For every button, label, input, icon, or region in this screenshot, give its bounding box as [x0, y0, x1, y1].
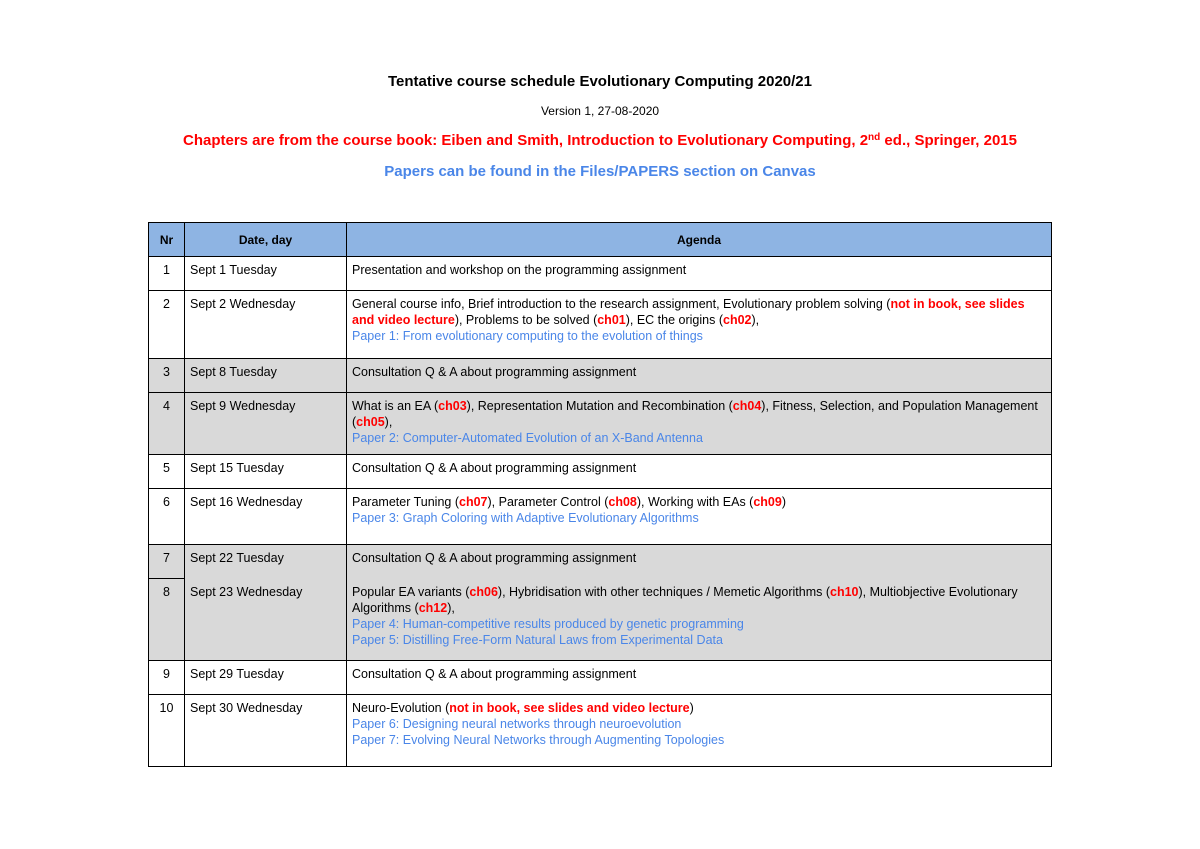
chapter-ref: ch07: [459, 495, 488, 509]
chapter-ref: ch09: [753, 495, 782, 509]
table-row: [149, 661, 1052, 695]
row-agenda: Consultation Q & A about programming assignment: [347, 359, 1052, 393]
row-agenda: General course info, Brief introduction to the research assignment, Evolutionary problem solving (not in book, see slides and video lecture), Problems to be solved (ch01), EC the origins (ch02), Paper 1: From evolutionary computing to the evolution of things: [347, 291, 1052, 359]
table-row: [149, 359, 1052, 393]
row-date: Sept 9 Wednesday: [185, 393, 347, 455]
schedule-table: [148, 222, 1052, 767]
row-agenda: Consultation Q & A about programming assignment: [347, 661, 1052, 695]
table-row: [149, 579, 1052, 661]
chapter-ref: not in book, see slides and video lecture: [352, 297, 1025, 327]
table-row: [149, 545, 1052, 579]
chapter-ref: ch12: [418, 600, 448, 615]
row-nr: 5: [149, 455, 185, 489]
table-row: [149, 695, 1052, 767]
chapter-ref: ch08: [608, 495, 637, 509]
chapter-ref: ch05: [356, 415, 385, 429]
ordinal-suffix: nd: [868, 132, 881, 143]
table-row: [149, 257, 1052, 291]
row-date: Sept 16 Wednesday: [185, 489, 347, 545]
column-header-agenda: Agenda: [347, 223, 1052, 257]
row-date: Sept 1 Tuesday: [185, 257, 347, 291]
row-agenda: Consultation Q & A about programming assignment: [347, 545, 1052, 579]
row-agenda: Consultation Q & A about programming assignment: [347, 455, 1052, 489]
table-row: [149, 393, 1052, 455]
row-date: Sept 8 Tuesday: [185, 359, 347, 393]
document-title: Tentative course schedule Evolutionary Computing 2020/21: [387, 73, 812, 90]
chapter-ref: ch04: [732, 399, 762, 413]
row-nr: 1: [149, 257, 185, 291]
paper-reference: Paper 5: Distilling Free-Form Natural Laws from Experimental Data: [352, 632, 723, 647]
paper-reference: Paper 2: Computer-Automated Evolution of an X-Band Antenna: [352, 431, 703, 445]
row-agenda: Popular EA variants (ch06), Hybridisation with other techniques / Memetic Algorithms (ch10), Multiobjective Evolutionary Algorithms (ch12), Paper 4: Human-competitive results produced by genetic programming Paper 5: Distilling Free-Form Natural Laws from Experimental Data: [347, 579, 1052, 661]
row-date: Sept 29 Tuesday: [185, 661, 347, 695]
chapter-ref: ch03: [438, 399, 467, 413]
row-agenda: What is an EA (ch03), Representation Mutation and Recombination (ch04), Fitness, Selection, and Population Management (ch05), Paper 2: Computer-Automated Evolution of an X-Band Antenna: [347, 393, 1052, 455]
column-header-date: Date, day: [185, 223, 347, 257]
row-nr: 6: [149, 489, 185, 545]
chapter-ref: ch01: [597, 313, 626, 327]
table-row: [149, 291, 1052, 359]
chapters-note: [0, 132, 1200, 149]
row-date: Sept 22 Tuesday: [185, 545, 347, 579]
chapters-note-tail: ed., Springer, 2015: [880, 132, 1017, 149]
chapter-ref: not in book, see slides and video lecture: [449, 701, 690, 715]
row-date: Sept 15 Tuesday: [185, 455, 347, 489]
papers-note: Papers can be found in the Files/PAPERS section on Canvas: [384, 163, 816, 180]
chapter-ref: ch02: [723, 313, 752, 327]
row-date: Sept 2 Wednesday: [185, 291, 347, 359]
chapter-ref: ch06: [469, 584, 498, 599]
row-nr: 2: [149, 291, 185, 359]
paper-reference: Paper 3: Graph Coloring with Adaptive Evolutionary Algorithms: [352, 511, 699, 525]
table-row: [149, 489, 1052, 545]
row-nr: 9: [149, 661, 185, 695]
table-row: [149, 455, 1052, 489]
row-agenda: Neuro-Evolution (not in book, see slides and video lecture) Paper 6: Designing neural networks through neuroevolution Paper 7: Evolving Neural Networks through Augmenting Topologies: [347, 695, 1052, 767]
row-nr: 8: [149, 579, 185, 661]
paper-reference: Paper 1: From evolutionary computing to the evolution of things: [352, 329, 703, 343]
row-agenda: Parameter Tuning (ch07), Parameter Control (ch08), Working with EAs (ch09) Paper 3: Graph Coloring with Adaptive Evolutionary Algorithms: [347, 489, 1052, 545]
chapters-note-text: Chapters are from the course book: Eiben and Smith, Introduction to Evolutionary Computing, 2: [182, 132, 869, 149]
row-nr: 10: [149, 695, 185, 767]
row-date: Sept 30 Wednesday: [185, 695, 347, 767]
row-agenda: Presentation and workshop on the programming assignment: [347, 257, 1052, 291]
row-date: Sept 23 Wednesday: [185, 579, 347, 661]
paper-reference: Paper 4: Human-competitive results produced by genetic programming: [352, 616, 744, 631]
row-nr: 4: [149, 393, 185, 455]
version-line: Version 1, 27-08-2020: [540, 104, 660, 118]
row-nr: 3: [149, 359, 185, 393]
chapter-ref: ch10: [830, 584, 859, 599]
row-nr: 7: [149, 545, 185, 579]
table-header-row: [149, 223, 1052, 257]
paper-reference: Paper 7: Evolving Neural Networks through Augmenting Topologies: [352, 733, 725, 747]
column-header-nr: Nr: [149, 223, 185, 257]
paper-reference: Paper 6: Designing neural networks through neuroevolution: [352, 717, 682, 731]
